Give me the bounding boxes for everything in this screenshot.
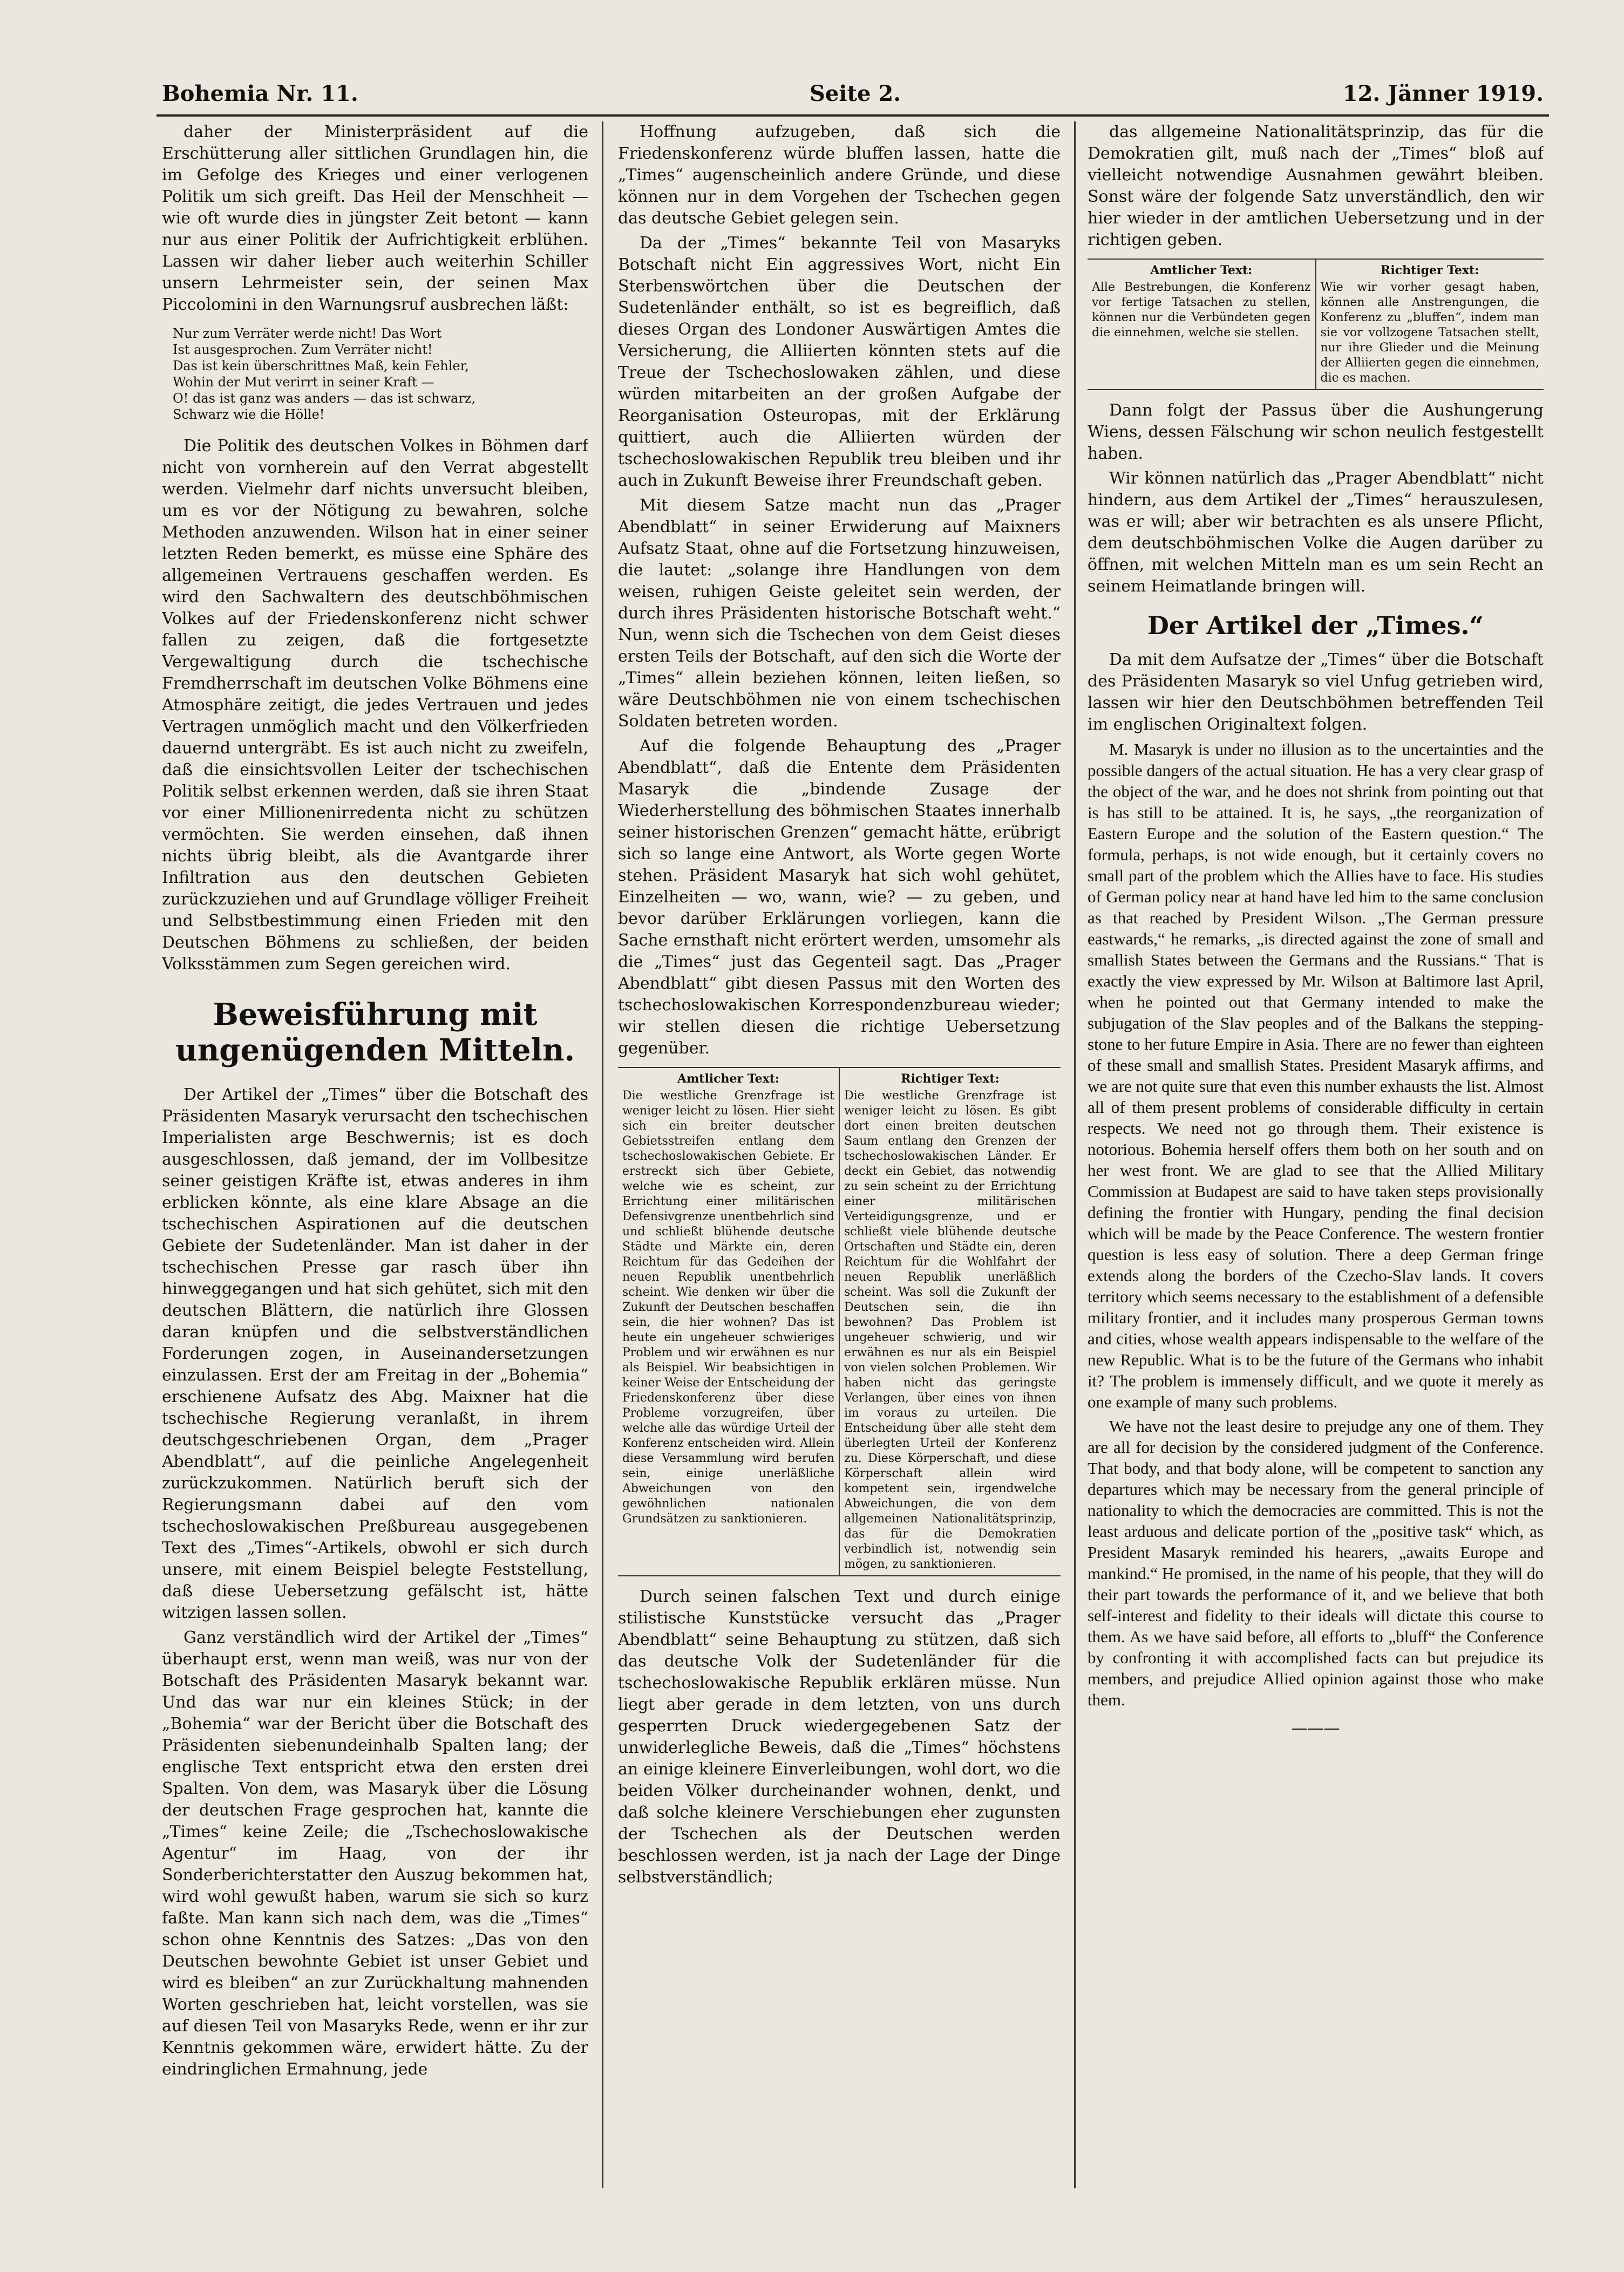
official-text-label: Amtlicher Text: xyxy=(1150,263,1253,277)
column-2 xyxy=(618,121,1061,2188)
paragraph: Auf die folgende Behauptung des „Prager Abendblatt“, daß die Entente dem Präsidenten Masaryk die „bindende Zusage der Wiederherstellung des böhmischen Staates innerhalb seiner historischen Grenzen“ gemacht hätte, erübrigt sich so lange eine Antwort, als Worte gegen Worte stehen. Präsident Masaryk hat sich wohl gehütet, Einzelheiten — wo, wann, wie? — zu geben, und bevor darüber Erklärungen vorliegen, kann die Sache ernsthaft nicht erörtert werden, umsomehr als die „Times“ just das Gegenteil sagt. Das „Prager Abendblatt“ gibt diesen Passus mit den Worten des tschechoslowakischen Korrespondenzbureau wieder; wir stellen diesen die richtige Uebersetzung gegenüber. xyxy=(618,737,1061,1058)
english-paragraph: M. Masaryk is under no illusion as to the uncertainties and the possible dangers of the actual situation. He has a very clear grasp of the object of the war, and he does not shrink from pointing out that is has still to be attained. It is, he says, „the reorganization of Eastern Europe and the solution of the Eastern question.“ The formula, perhaps, is not wide enough, but it certainly covers no small part of the problem which the Allies have to face. His studies of German policy near at hand have led him to the same conclusion as that reached by President Wilson. „The German pressure eastwards,“ he remarks, „is directed against the zone of small and smallish States between the Germans and the Russians.“ That is exactly the view expressed by Mr. Wilson at Baltimore last April, when he pointed out that Germany intended to make the subjugation of the Slav peoples and of the Balkans the stepping-stone to her future Empire in Asia. There are no fewer than eighteen of these small and smallish States. President Masaryk affirms, and we are not quite sure that even this number exhausts the list. Almost all of them present problems of considerable difficulty in certain respects. We need not go through them. Their existence is notorious. Bohemia herself offers them both on her south and on her west front. We are glad to see that the Allied Military Commission at Budapest are said to have taken steps provisionally defining the frontier with Hungary, pending the final decision which will be made by the Peace Conference. The western frontier question is less easy of solution. There a deep German fringe extends along the borders of the Czecho-Slav lands. It covers territory which seems necessary to the establishment of a defensible military frontier, and it includes many prosperous German towns and cities, whose wealth appears indispensable to the welfare of the new Republic. What is to be the future of the Germans who inhabit it? The problem is immensely difficult, and we quote it merely as one example of many such problems. xyxy=(1088,740,1544,1411)
paragraph: Mit diesem Satze macht nun das „Prager Abendblatt“ in seiner Erwiderung auf Maixners Aufsatz Staat, ohne auf die Fortsetzung hinzuweisen, die lautet: „solange ihre Handlungen von dem weisen, ruhigen Geiste geleitet sein werden, der durch ihres Präsidenten historische Botschaft weht.“ Nun, wenn sich die Tschechen von dem Geist dieses ersten Teils der Botschaft, auf den sich die Worte der „Times“ allein beziehen können, leiten ließen, so wäre Deutschböhmen nie von einem tschechischen Soldaten betreten worden. xyxy=(618,496,1061,731)
text-comparison-table xyxy=(618,1067,1061,1576)
quote-line: Das ist kein überschrittnes Maß, kein Fehler, xyxy=(173,358,470,373)
official-text-body: Die westliche Grenzfrage ist weniger leicht zu lösen. Hier sieht sich ein breiter deutscher Gebietsstreifen entlang dem tschechoslowakischen Gebiete. Er erstreckt sich über Gebiete, welche wie es scheint, zur Errichtung einer militärischen Defensivgrenze unentbehrlich sind und schließt blühende deutsche Städte und Märkte ein, deren Reichtum für das Gedeihen der neuen Republik unentbehrlich scheint. Wie denken wir über die Zukunft der Deutschen beschaffen sein, die hier wohnen? Das ist heute ein ungeheuer schwieriges Problem und wir erwähnen es nur als Beispiel. Wir beabsichtigen in keiner Weise der Entscheidung der Friedenskonferenz über diese Probleme vorzugreifen, über welche alle das würdige Urteil der Konferenz entscheiden wird. Allein diese Versammlung wird berufen sein, einige unerläßliche Abweichungen von den gewöhnlichen nationalen Grundsätzen zu sanktionieren. xyxy=(622,1089,834,1526)
correct-text-label: Richtiger Text: xyxy=(901,1072,1000,1086)
column-divider-2 xyxy=(1074,121,1076,2188)
english-paragraph: We have not the least desire to prejudge any one of them. They are all for decision by the considered judgment of the Conference. That body, and that body alone, will be competent to sanction any departures which may be necessary from the general principle of nationality to which the democracies are committed. This is not the least arduous and delicate portion of the „positive task“ which, as President Masaryk reminded his hearers, „awaits Europe and mankind.“ He promised, in the name of his people, that they will do their part towards the performance of it, and we believe that both self-interest and fidelity to their ideals will dictate this course to them. As we have said before, all efforts to „bluff“ the Conference by confronting it with accomplished facts can but prejudice its members, and prejudice Allied opinion against those who make them. xyxy=(1088,1417,1544,1709)
quote-line: Ist ausgesprochen. Zum Verräter nicht! xyxy=(173,342,433,357)
correct-text-column xyxy=(1315,260,1544,389)
column-1 xyxy=(162,121,588,2188)
issue-date: 12. Jänner 1919. xyxy=(1342,81,1544,106)
paragraph: Wir können natürlich das „Prager Abendblatt“ nicht hindern, aus dem Artikel der „Times“ herauszulesen, was er will; aber wir betrachten es als unsere Pflicht, dem deutschböhmischen Volke die Augen darüber zu öffnen, mit welchen Mitteln man es um sein Recht an seinem Heimatlande bringen will. xyxy=(1088,469,1544,596)
official-text-column xyxy=(618,1068,839,1575)
quote-line: Nur zum Verräter werde nicht! Das Wort xyxy=(173,326,442,341)
quote-line: Schwarz wie die Hölle! xyxy=(173,407,325,422)
page-number: Seite 2. xyxy=(810,81,901,106)
column-3 xyxy=(1088,121,1544,2188)
schiller-quote xyxy=(173,325,588,423)
end-ornament: ——— xyxy=(1291,1719,1340,1738)
official-text-column xyxy=(1088,260,1315,389)
correct-text-body: Die westliche Grenzfrage ist weniger leicht zu lösen. Es gibt dort einen breiten deutschen Saum entlang den Grenzen der tschechoslowakischen Länder. Er deckt ein Gebiet, das notwendig zu sein scheint zu der Errichtung einer militärischen Verteidigungsgrenze, und er schließt viele blühende deutsche Ortschaften und Städte ein, deren Reichtum für die Wohlfahrt der neuen Republik unerläßlich scheint. Was soll die Zukunft der Deutschen sein, die ihn bewohnen? Das Problem ist ungeheuer schwierig, und wir erwähnen es nur als ein Beispiel von vielen solchen Problemen. Wir haben nicht das geringste Verlangen, über eines von ihnen im voraus zu urteilen. Die Entscheidung über alle steht dem überlegten Urteil der Konferenz zu. Diese Körperschaft, und diese Körperschaft allein wird kompetent sein, irgendwelche Abweichungen, die von dem allgemeinen Nationalitätsprinzip, das für die Demokratien verbindlich ist, notwendig sein mögen, zu sanktionieren. xyxy=(844,1089,1056,1571)
paragraph: Ganz verständlich wird der Artikel der „Times“ überhaupt erst, wenn man weiß, was nur von der Botschaft des Präsidenten Masaryk bekannt war. Und das war nur ein kleines Stück; in der „Bohemia“ war der Bericht über die Botschaft des Präsidenten siebenundeinhalb Spalten lang; der englische Text entspricht etwa den ersten drei Spalten. Von dem, was Masaryk über die Lösung der deutschen Frage gesprochen hat, kannte die „Times“ keine Zeile; die „Tschechoslowakische Agentur“ im Haag, von der ihr Sonderberichterstatter den Auszug bekommen hat, wird wohl gewußt haben, warum sie sich so kurz faßte. Man kann sich nach dem, was die „Times“ schon ohne Kenntnis des Satzes: „Das von den Deutschen bewohnte Gebiet ist unser Gebiet und wird es bleiben“ an zur Zurückhaltung mahnenden Worten geschrieben hat, leicht vorstellen, was sie auf diesen Teil von Masaryks Rede, wenn er ihr zur Kenntnis gekommen wäre, erwidert hätte. Zu der eindringlichen Ermahnung, jede xyxy=(162,1628,588,2079)
header-rule xyxy=(157,114,1549,117)
publication-issue: Bohemia Nr. 11. xyxy=(162,81,358,106)
article-subheadline: Der Artikel der „Times.“ xyxy=(1147,611,1484,640)
paragraph: Dann folgt der Passus über die Aushungerung Wiens, dessen Fälschung wir schon neulich festgestellt haben. xyxy=(1088,401,1544,463)
correct-text-column xyxy=(839,1068,1061,1575)
official-text-label: Amtlicher Text: xyxy=(677,1072,780,1086)
column-divider-1 xyxy=(602,121,603,2188)
paragraph: Der Artikel der „Times“ über die Botschaft des Präsidenten Masaryk verursacht den tschechischen Imperialisten arge Beschwernis; ist es doch ausgeschlossen, daß jemand, der im Vollbesitze seiner geistigen Kräfte ist, etwas anderes in ihm erblicken könnte, als eine klare Absage an die tschechischen Aspirationen auf die deutschen Gebiete der Sudetenländer. Man ist daher in der tschechischen Presse gar rasch über ihn hinweggegangen und hat sich gehütet, sich mit den deutschen Blättern, die natürlich ihre Glossen daran knüpfen und die selbstverständlichen Forderungen zogen, in Auseinandersetzungen einzulassen. Erst der am Freitag in der „Bohemia“ erschienene Aufsatz des Abg. Maixner hat die tschechische Regierung veranlaßt, in ihrem deutschgeschriebenen Organ, dem „Prager Abendblatt“, auf die peinliche Angelegenheit zurückzukommen. Natürlich beruft sich der Regierungsmann dabei auf den vom tschechoslowakischen Preßbureau ausgegebenen Text des „Times“-Artikels, obwohl er sich durch unsere, mit einem Beispiel belegte Feststellung, daß diese Uebersetzung gefälscht ist, hätte witzigen lassen sollen. xyxy=(162,1085,588,1622)
paragraph: Hoffnung aufzugeben, daß sich die Friedenskonferenz würde bluffen lassen, hatte die „Times“ augenscheinlich andere Gründe, und diese können nur in dem Vorgehen der Tschechen gegen das deutsche Gebiet gelegen sein. xyxy=(618,123,1061,228)
correct-text-label: Richtiger Text: xyxy=(1381,263,1479,277)
page-header xyxy=(162,76,1544,113)
paragraph: Durch seinen falschen Text und durch einige stilistische Kunststücke versucht das „Prager Abendblatt“ seine Behauptung zu stützen, daß sich das deutsche Volk der Sudetenländer für die tschechoslowakische Republik erklären müsse. Nun liegt aber gerade in dem letzten, von uns durch gesperrten Druck wiedergegebenen Satz der unwiderlegliche Beweis, daß die „Times“ höchstens an einige kleinere Einverleibungen, wohl dort, wo die beiden Völker durcheinander wohnen, denkt, und daß solche kleinere Verschiebungen eher zugunsten der Tschechen als der Deutschen werden beschlossen werden, ist ja nach der Lage der Dinge selbstverständlich; xyxy=(618,1587,1061,1887)
article-headline: Beweisführung mit ungenügenden Mitteln. xyxy=(175,997,575,1068)
paragraph: Die Politik des deutschen Volkes in Böhmen darf nicht von vornherein auf den Verrat abgestellt werden. Vielmehr darf nichts unversucht bleiben, um es vor der Nötigung zu bewahren, solche Methoden anzuwenden. Wilson hat in einer seiner letzten Reden bemerkt, es müsse eine Sphäre des allgemeinen Vertrauens geschaffen werden. Es wird den Sachwaltern des deutschböhmischen Volkes auf der Friedenskonferenz nicht schwer fallen zu zeigen, daß die fortgesetzte Vergewaltigung durch die tschechische Fremdherrschaft im deutschen Volke Böhmens eine Atmosphäre zeitigt, die jedes Vertrauen und jedes Vertragen unmöglich macht und den Völkerfrieden dauernd untergräbt. Es ist auch nicht zu zweifeln, daß die einsichtsvollen Leiter der tschechischen Politik selbst erkennen werden, daß sie ihren Staat vor einer Millionenirredenta nicht zu schützen vermöchten. Sie werden einsehen, daß ihnen nichts übrig bleibt, als die Avantgarde ihrer Infiltration aus den deutschen Gebieten zurückzuziehen und auf Grundlage völliger Freiheit und Selbstbestimmung einen Frieden mit den Deutschen Böhmens zu schließen, der beiden Volksstämmen zum Segen gereichen wird. xyxy=(162,437,588,974)
quote-line: O! das ist ganz was anders — das ist schwarz, xyxy=(173,391,476,406)
paragraph: daher der Ministerpräsident auf die Erschütterung aller sittlichen Grundlagen hin, die im Gefolge des Krieges und einer verlogenen Politik um sich greift. Das Heil der Menschheit — wie oft wurde dies in jüngster Zeit betont — kann nur aus einer Politik der Aufrichtigkeit erblühen. Lassen wir daher lieber auch weiterhin Schiller unsern Lehrmeister sein, der seinen Max Piccolomini in den Warnungsruf ausbrechen läßt: xyxy=(162,123,588,314)
paragraph: Da mit dem Aufsatze der „Times“ über die Botschaft des Präsidenten Masaryk so viel Unfug getrieben wird, lassen wir hier den Deutschböhmen betreffenden Teil im englischen Originaltext folgen. xyxy=(1088,650,1544,734)
paragraph: das allgemeine Nationalitätsprinzip, das für die Demokratien gilt, muß nach der „Times“ bloß auf vielleicht notwendige Ausnahmen gewährt bleiben. Sonst wäre der folgende Satz unverständlich, den wir hier wieder in der amtlichen Uebersetzung und in der richtigen geben. xyxy=(1088,123,1544,249)
correct-text-body: Wie wir vorher gesagt haben, können alle Anstrengungen, die Konferenz zu „bluffen“, indem man sie vor vollzogene Tatsachen stellt, nur ihre Glieder und die Meinung der Alliierten gegen die einnehmen, die es machen. xyxy=(1320,281,1539,385)
text-comparison-table xyxy=(1088,259,1544,390)
paragraph: Da der „Times“ bekannte Teil von Masaryks Botschaft nicht Ein aggressives Wort, nicht Ein Sterbenswörtchen über die Deutschen der Sudetenländer enthält, so ist es begreiflich, daß dieses Organ des Londoner Auswärtigen Amtes die Versicherung, die Alliierten könnten stets auf die Treue der Tschechoslowaken zählen, und diese würden mitarbeiten an der großen Aufgabe der Reorganisation Osteuropas, mit der Erklärung quittiert, auch die Alliierten würden der tschechoslowakischen Republik treu bleiben und ihr auch in Zukunft Beweise ihrer Freundschaft geben. xyxy=(618,234,1061,490)
official-text-body: Alle Bestrebungen, die Konferenz vor fertige Tatsachen zu stellen, können nur die Verbündeten gegen die einnehmen, welche sie stellen. xyxy=(1092,281,1311,339)
quote-line: Wohin der Mut verirrt in seiner Kraft — xyxy=(173,375,434,390)
